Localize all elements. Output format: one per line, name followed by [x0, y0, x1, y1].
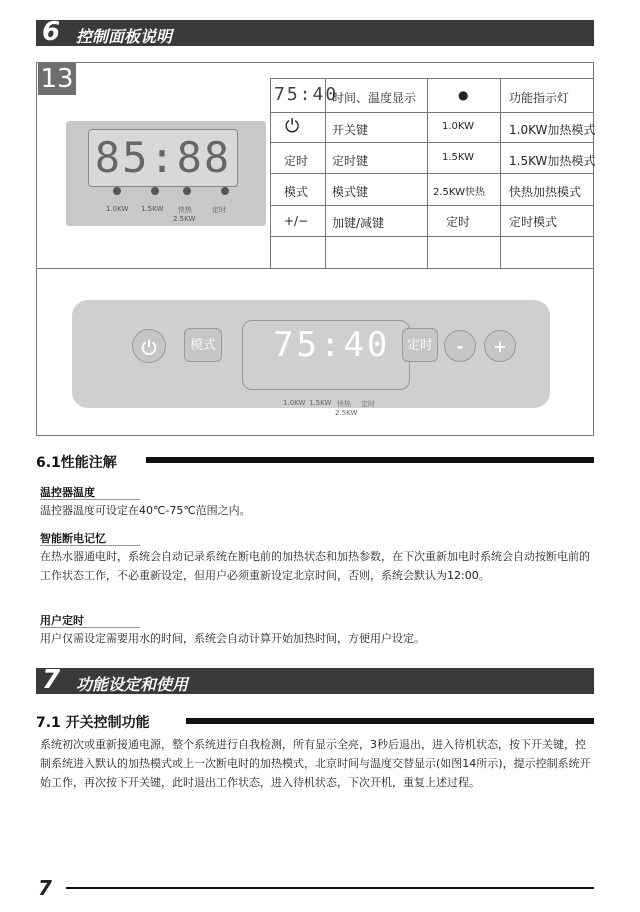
footer-rule [66, 887, 594, 889]
indicator-label: 1.5KW [141, 205, 164, 213]
paragraph-power-control: 系统初次或重新接通电源，整个系统进行自我检测，所有显示全亮，3秒后退出，进入待机状态，按下开关键，控制系统进入默认的加热模式或上一次断电时的加热模式，北京时间与温度交替显示(如图14所示)，提示控制系统开始工作，再次按下开关键，此时退出工作状态，进入待机状态，下次开机，重复上述过程。 [40, 738, 591, 789]
indicator-label: 2.5KW [173, 215, 196, 223]
panel-display-frame [242, 320, 410, 417]
table-function: 定时模式 [509, 215, 558, 229]
panel-indicator-label: 1.5KW [309, 399, 332, 407]
table-indicator: 1.0KW [442, 121, 474, 132]
table-indicator: 1.5KW [442, 152, 474, 163]
control-panel [72, 300, 550, 417]
table-border [270, 142, 594, 143]
table-key: 定时 [284, 154, 309, 168]
table-border [270, 205, 594, 206]
power-icon [140, 338, 158, 356]
timer-button[interactable]: 定时 [402, 328, 438, 362]
table-key-display: 75:40 [274, 84, 339, 105]
table-indicator: ● [458, 88, 469, 102]
subsection-rule [186, 718, 594, 724]
table-border [270, 236, 594, 237]
table-desc: 模式键 [332, 185, 369, 199]
figure-divider [36, 268, 594, 269]
paragraph-thermostat: 温控器温度可设定在40℃-75℃范围之内。 [40, 504, 251, 517]
table-desc: 开关键 [332, 123, 369, 137]
table-function: 1.5KW加热模式 [509, 154, 596, 168]
table-key: 模式 [284, 185, 309, 199]
indicator-dot [113, 187, 121, 195]
subsection-6-1-title: 6.1性能注解 [36, 455, 117, 471]
mode-button[interactable]: 模式 [184, 328, 222, 362]
table-desc: 加键/减键 [332, 216, 385, 230]
table-border [270, 78, 594, 79]
panel-indicator-label: 定时 [361, 400, 375, 408]
indicator-dot [221, 187, 229, 195]
minus-button[interactable]: - [444, 330, 476, 362]
section-6-banner [36, 17, 594, 47]
section-number: 6 [42, 17, 61, 47]
indicator-label: 定时 [212, 206, 226, 214]
heading-underline [40, 627, 140, 628]
paragraph-user-timer: 用户仅需设定需要用水的时间，系统会自动计算开始加热时间，方便用户设定。 [40, 632, 425, 645]
table-border [270, 173, 594, 174]
table-indicator: 2.5KW快热 [433, 187, 485, 198]
subsection-rule [146, 457, 594, 463]
indicator-dot [183, 187, 191, 195]
power-icon: ⏻ [285, 116, 300, 137]
section-title: 功能设定和使用 [76, 675, 189, 694]
table-function: 快热加热模式 [509, 185, 582, 199]
indicator-label: 快热 [178, 206, 192, 214]
figure-number: 13 [38, 63, 76, 95]
section-title: 控制面板说明 [76, 27, 173, 46]
indicator-dot [151, 187, 159, 195]
heading-underline [40, 545, 140, 546]
power-button[interactable] [132, 329, 166, 363]
page-number: 7 [38, 876, 52, 900]
paragraph-memory: 在热水器通电时，系统会自动记录系统在断电前的加热状态和加热参数，在下次重新加电时系统会自动按断电前的工作状态工作，不必重新设定，但用户必须重新设定北京时间，否则，系统会默认为12:00。 [40, 550, 590, 582]
panel-indicator-label: 2.5KW [335, 409, 358, 417]
table-function: 功能指示灯 [509, 91, 570, 105]
heading-memory: 智能断电记忆 [40, 532, 106, 545]
lcd-module [66, 121, 266, 226]
subsection-7-1-title: 7.1 开关控制功能 [36, 715, 150, 731]
table-desc: 定时键 [332, 154, 369, 168]
table-function: 1.0KW加热模式 [509, 123, 596, 137]
section-7-banner [36, 665, 594, 695]
plus-button[interactable]: + [484, 330, 516, 362]
heading-underline [40, 499, 140, 500]
heading-user-timer: 用户定时 [40, 614, 84, 627]
heading-thermostat: 温控器温度 [40, 486, 95, 499]
lcd-display: 85:88 [88, 129, 238, 187]
panel-display: 75:40 [273, 325, 391, 365]
section-number: 7 [42, 665, 61, 695]
table-border [270, 112, 594, 113]
table-indicator: 定时 [446, 215, 471, 229]
indicator-label: 1.0KW [106, 205, 129, 213]
table-desc: 时间、温度显示 [332, 91, 417, 105]
panel-indicator-label: 快热 [337, 400, 351, 408]
panel-indicator-label: 1.0KW [283, 399, 306, 407]
table-key: +/− [284, 214, 309, 228]
